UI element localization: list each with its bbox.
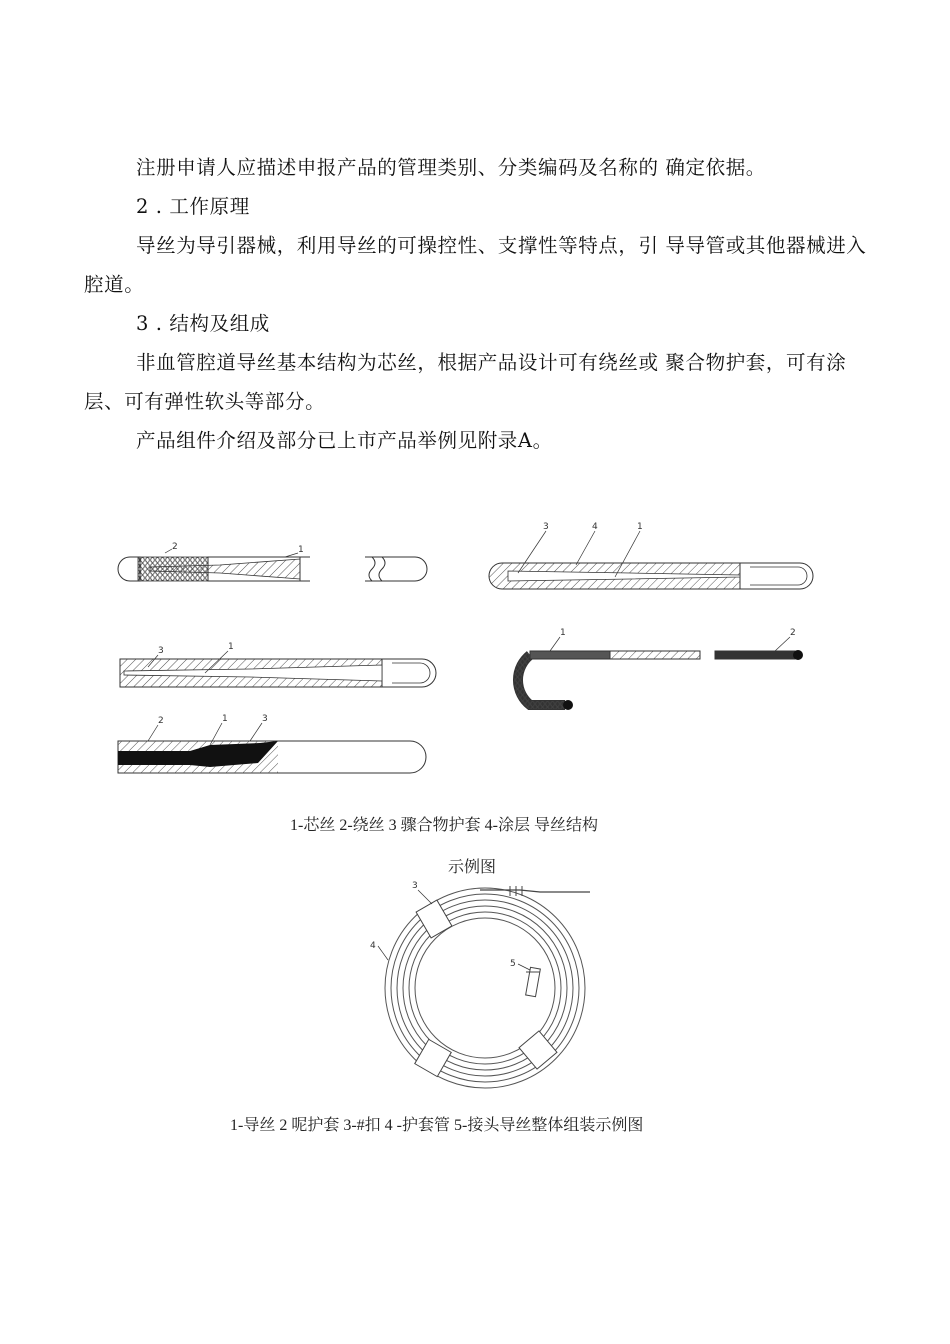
paragraph-structure: 非血管腔道导丝基本结构为芯丝，根据产品设计可有绕丝或 聚合物护套，可有涂层、可有弹性软头等部分。 <box>84 351 847 413</box>
paragraph-working-principle: 导丝为导引器械，利用导丝的可操控性、支撑性等特点，引 导导管或其他器械进入腔道。 <box>84 234 867 296</box>
label-2: 2 <box>790 628 796 638</box>
figure2-caption: 1-导丝 2 呢护套 3-#扣 4 -护套管 5-接头导丝整体组装示例图 <box>230 1117 644 1134</box>
paragraph-determination-basis: 注册申请人应描述申报产品的管理类别、分类编码及名称的 确定依据。 <box>136 156 766 179</box>
coiled-dispenser-drawing <box>385 886 590 1088</box>
label-4: 4 <box>592 522 598 532</box>
label-4: 4 <box>370 941 376 951</box>
section-heading-working-principle: 2 . 工作原理 <box>136 195 250 218</box>
label-1: 1 <box>222 714 228 724</box>
label-3: 3 <box>543 522 549 532</box>
figure1-caption-line1: 1-芯丝 2-绕丝 3 骤合物护套 4-涂层 导丝结构 <box>290 817 598 834</box>
label-2: 2 <box>172 542 178 552</box>
label-1: 1 <box>560 628 566 638</box>
figure1-caption-line2: 示例图 <box>448 859 497 876</box>
guidewire-structure-figure <box>110 515 830 790</box>
label-1: 1 <box>637 522 643 532</box>
label-3: 3 <box>412 881 418 891</box>
paragraph-appendix-reference: 产品组件介绍及部分已上市产品举例见附录A。 <box>136 429 553 452</box>
polymer-jacket-straight-drawing <box>120 642 436 687</box>
label-1: 1 <box>298 545 304 555</box>
label-1: 1 <box>228 642 234 652</box>
j-tip-guidewire-drawing <box>518 628 803 710</box>
coil-wound-guidewire-drawing <box>118 542 427 581</box>
label-3: 3 <box>158 646 164 656</box>
label-3: 3 <box>262 714 268 724</box>
tapered-core-guidewire-drawing <box>118 714 426 773</box>
label-5: 5 <box>510 959 516 969</box>
section-heading-structure: 3 . 结构及组成 <box>136 312 270 335</box>
polymer-jacket-guidewire-drawing <box>489 522 813 589</box>
connector-drawing <box>526 967 541 996</box>
label-2: 2 <box>158 716 164 726</box>
guidewire-assembly-figure <box>360 876 610 1091</box>
